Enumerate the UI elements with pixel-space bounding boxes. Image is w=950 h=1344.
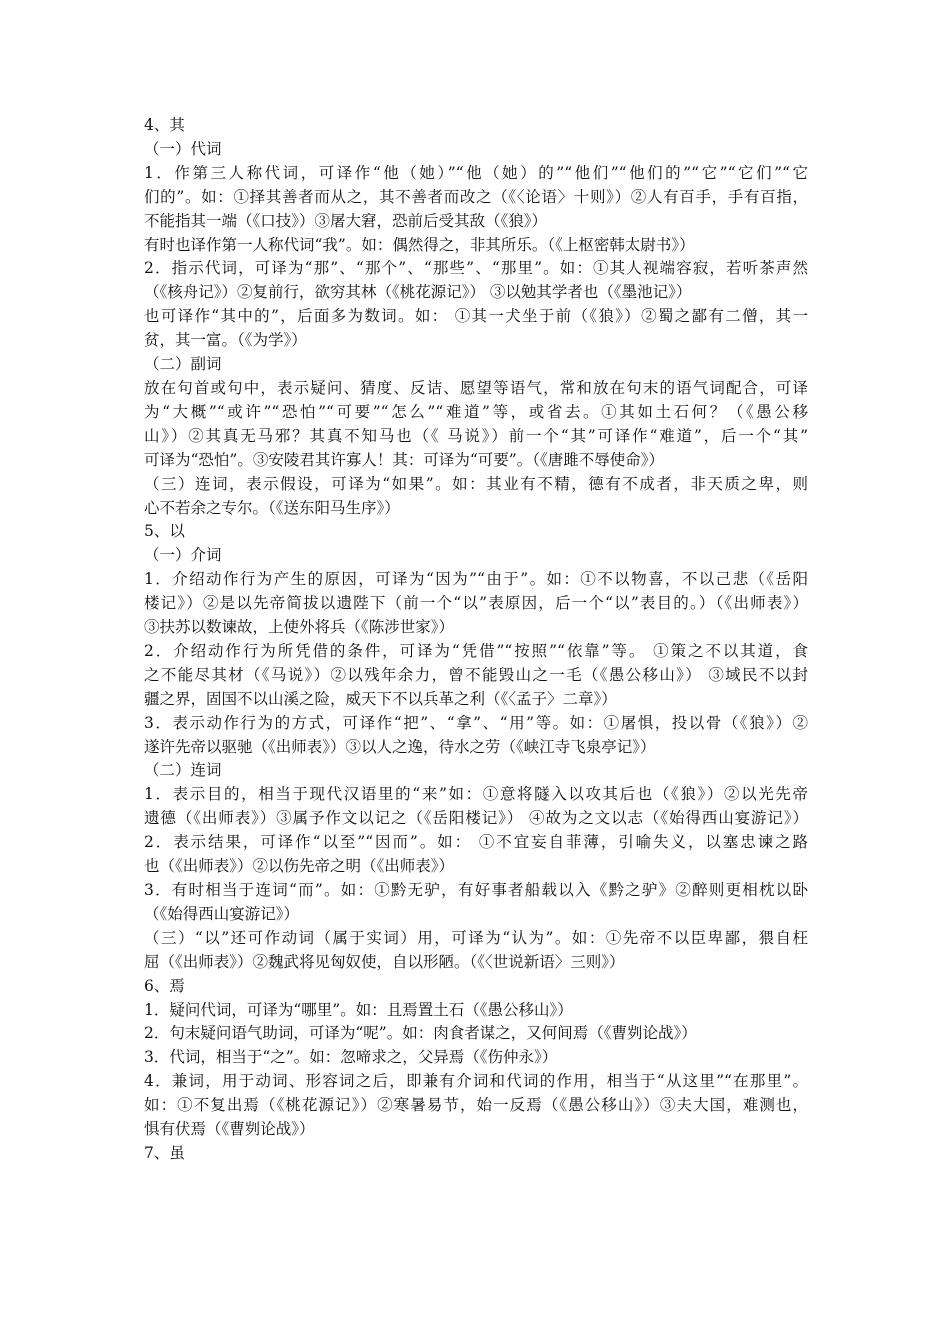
text-line: （三）“以”还可作动词（属于实词）用，可译为“认为”。如：①先帝不以臣卑鄙，猥自枉 — [144, 928, 808, 947]
text-line: 惧有伏焉（《曹刿论战》） — [144, 1120, 315, 1139]
heading-yi: 5、以 — [144, 522, 185, 541]
subheading: （一）代词 — [144, 139, 222, 158]
text-line: 贫，其一富。（《为学》） — [144, 331, 307, 350]
text-line: 屈（《出师表》）②魏武将见匈奴使，自以形陋。（《〈世说新语〉三则》） — [144, 952, 625, 971]
text-line: 1．作第三人称代词，可译作“他（她）”“他（她）的”“他们”“他们的”“它”“它们”“它 — [144, 163, 808, 182]
text-line: 1．表示目的，相当于现代汉语里的“来”如：①意将隧入以攻其后也（《狼》）②以光先帝 — [144, 785, 808, 804]
text-line: 楼记》）②是以先帝简拔以遗陛下（前一个“以”表原因，后一个“以”表目的。）（《出师表》） — [144, 594, 808, 613]
text-line: 也可译作“其中的”，后面多为数词。如： ①其一犬坐于前（《狼》）②蜀之鄙有二僧，其一 — [144, 307, 808, 326]
text-line: 遗德（《出师表》）③属予作文以记之（《岳阳楼记》） ④故为之文以志（《始得西山宴游记》） — [144, 809, 808, 828]
text-line: 可译为“恐怕”。③安陵君其许寡人！其：可译为“可要”。（《唐雎不辱使命》） — [144, 450, 664, 469]
text-line: 如：①不复出焉（《桃花源记》）②寒暑易节，始一反焉（《愚公移山》）③夫大国，难测也， — [144, 1096, 808, 1115]
subheading: （二）连词 — [144, 761, 222, 780]
text-line: 2．指示代词，可译为“那”、“那个”、“那些”、“那里”。如：①其人视端容寂，若听茶声然 — [144, 259, 808, 278]
text-line: 们的”。如：①择其善者而从之，其不善者而改之（《〈论语〉十则》）②人有百手，手有百指， — [144, 187, 808, 206]
heading-yan: 6、焉 — [144, 976, 185, 995]
text-line: 4．兼词，用于动词、形容词之后，即兼有介词和代词的作用，相当于“从这里”“在那里”。 — [144, 1072, 808, 1091]
text-line: ③扶苏以数谏故，上使外将兵（《陈涉世家》） — [144, 618, 455, 637]
text-line: 3．有时相当于连词“而”。如：①黔无驴，有好事者船载以入《黔之驴》②醉则更相枕以卧 — [144, 881, 808, 899]
document-body — [144, 114, 808, 1166]
text-line: （《核舟记》）②复前行，欲穷其林（《桃花源记》） ③以勉其学者也（《墨池记》） — [144, 283, 692, 302]
text-line: 山》）②其真无马邪？其真不知马也（《 马说》）前一个“其”可译作“难道”，后一个“其” — [144, 426, 808, 445]
text-line: 之不能尽其材（《马说》）②以残年余力，曾不能毁山之一毛（《愚公移山》） ③域民不以封 — [144, 665, 808, 684]
text-line: 疆之界，固国不以山溪之险，威天下不以兵革之利（《〈孟子〉二章》） — [144, 689, 617, 708]
text-line: 3．表示动作行为的方式，可译作“把”、“拿”、“用”等。如：①屠惧，投以骨（《狼》）② — [144, 713, 808, 732]
text-line: （《始得西山宴游记》） — [144, 904, 300, 923]
heading-qi: 4、其 — [144, 116, 185, 134]
text-line: 遂许先帝以驱驰（《出师表》）③以人之逸，待水之劳（《峡江寺飞泉亭记》） — [144, 737, 656, 756]
text-line: （三）连词，表示假设，可译为“如果”。如：其业有不精，德有不成者，非天质之卑，则 — [144, 474, 808, 493]
text-line: 2．句末疑问语气助词，可译为“呢”。如：肉食者谋之，又何间焉（《曹刿论战》） — [144, 1024, 697, 1043]
text-line: 2．介绍动作行为所凭借的条件，可译为“凭借”“按照”“依靠”等。 ①策之不以其道，食 — [144, 641, 808, 660]
text-line: 2．表示结果，可译作“以至”“因而”。如： ①不宜妄自菲薄，引喻失义，以塞忠谏之路 — [144, 833, 808, 852]
text-line: 有时也译作第一人称代词“我”。如：偶然得之，非其所乐。（《上枢密韩太尉书》） — [144, 235, 695, 254]
text-line: 1．疑问代词，可译为“哪里”。如：且焉置土石（《愚公移山》） — [144, 1000, 573, 1019]
text-line: 不能指其一端（《口技》）③屠大窘，恐前后受其敌（《狼》） — [144, 211, 548, 230]
text-line: 为“大概”“或许”“恐怕”“可要”“怎么”“难道”等，或省去。①其如土石何？（《愚公移 — [144, 402, 808, 421]
text-line: 也（《出师表》）②以伤先帝之明（《出师表》） — [144, 857, 455, 876]
text-line: 心不若余之专尔。（《送东阳马生序》） — [144, 498, 400, 517]
heading-sui: 7、虽 — [144, 1143, 185, 1162]
subheading: （一）介词 — [144, 546, 222, 565]
subheading: （二）副词 — [144, 355, 222, 374]
text-line: 3．代词，相当于“之”。如：忽啼求之，父异焉（《伤仲永》） — [144, 1048, 558, 1067]
text-line: 放在句首或句中，表示疑问、猜度、反诘、愿望等语气，常和放在句末的语气词配合，可译 — [144, 378, 808, 397]
text-line: 1．介绍动作行为产生的原因，可译为“因为”“由于”。如：①不以物喜，不以己悲（《岳阳 — [144, 570, 808, 589]
